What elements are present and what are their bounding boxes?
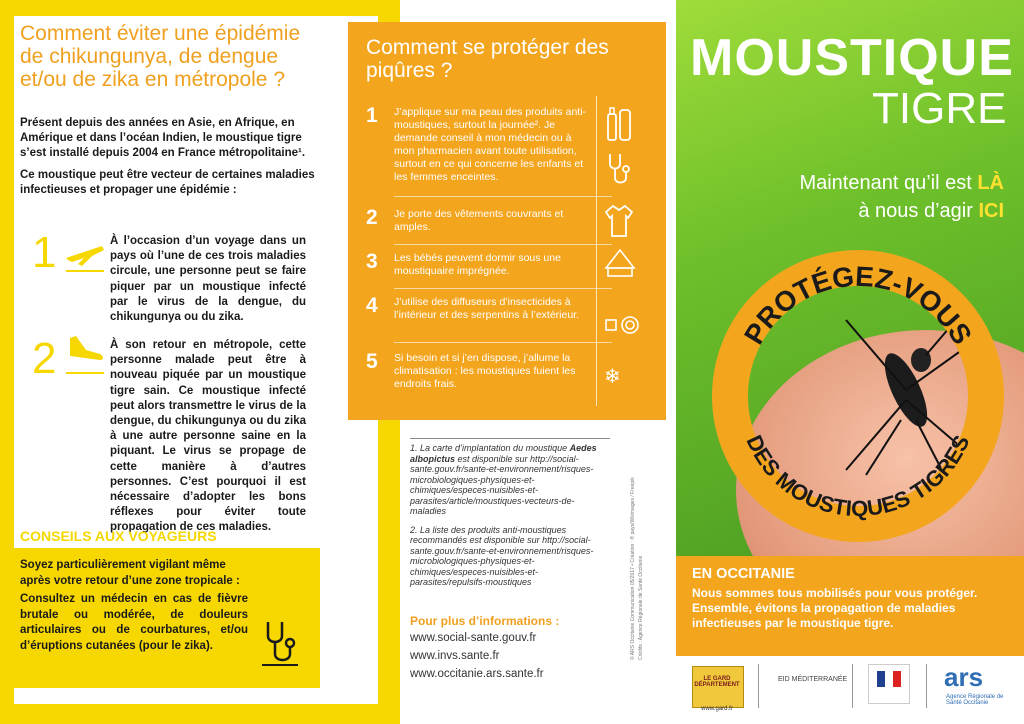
tip-divider [394,196,612,197]
link-social-sante[interactable]: www.social-sante.gouv.fr [410,632,537,644]
stethoscope-icon [260,618,300,668]
yellow-frame-left [0,0,14,724]
panel1-intro2: Ce moustique peut être vecteur de certaines maladies infectieuses et propager une épidémie : [20,169,315,196]
tip-item [366,206,666,246]
region-title: EN OCCITANIE [692,566,795,582]
protect-badge [708,246,1008,546]
tip-number: 2 [366,206,378,229]
gard-logo-text: LE GARD DÉPARTEMENT [694,676,740,688]
footnote-1: 1. La carte d’implantation du moustique Aedes albopictus est disponible sur http://social-sante.gouv.fr/sante-et-environnement/risques-microbiologiques-physiques-et-chimiques/especes-nuisibles-et-parasites/article/moustiques-vecteurs-de-maladies [410,443,597,516]
tip-divider [394,288,612,289]
link-invs[interactable]: www.invs.sante.fr [410,650,500,662]
conseils-text2: Consultez un médecin en cas de fièvre brutale ou modérée, de douleurs articulaires ou de courbatures, et/ou d’éruptions cutanées (pour le zika). [20,593,248,652]
snowflake-icon: ❄ [604,366,621,388]
tip-item [366,294,666,340]
conseils-title: CONSEILS AUX VOYAGEURS [20,528,217,544]
tip-text: Je porte des vêtements couvrants et amples. [394,208,564,233]
yellow-frame-top [0,0,400,16]
yellow-frame-bottom [0,704,400,724]
credits-text: Crédits : Agence Régionale de Santé Occitanie [638,555,644,660]
cover-title: MOUSTIQUE [690,29,1014,87]
footnote-2: 2. La liste des produits anti-moustiques recommandés est disponible sur http://social-sante.gouv.fr/sante-et-environnement/risques-microbiologiques-physiques-et-chimiques/especes-nuisibles-et-parasites/repulsifs-moustiques [410,524,594,587]
tip-text: Les bébés peuvent dormir sous une moustiquaire imprégnée. [394,252,561,277]
mosquito-net-icon [604,248,636,280]
spray-icon [604,104,634,144]
tip-text: J’applique sur ma peau des produits anti-moustiques, surtout la journée². Je demande conseil à mon médecin ou à mon pharmacien avant toute utilisation, surtout en ce qui concerne les enfants et les femmes enceintes. [394,106,587,183]
plane-takeoff-icon [62,228,108,274]
step-text: À l’occasion d’un voyage dans un pays où l’une de ces trois maladies circule, une personne peut se faire piquer par un moustique infecté par le virus de la dengue, du chikungunya ou du zika. [110,235,306,324]
region-text: Nous sommes tous mobilisés pour vous protéger. Ensemble, évitons la propagation de maladies infectieuses par le moustique tigre. [692,586,978,630]
ars-logo-text: Agence Régionale de Santé Occitanie [946,694,1004,706]
tip-number: 4 [366,294,378,317]
plane-landing-icon [62,330,108,380]
tip-text: Si besoin et si j’en dispose, j’allume la climatisation : les moustiques fuient les endroits frais. [394,352,576,390]
ars-logo: ars [944,662,984,692]
step-number: 2 [32,334,57,383]
link-ars-occitanie[interactable]: www.occitanie.ars.sante.fr [410,668,544,680]
tip-divider [394,342,612,343]
gard-logo-url: www.gard.fr [701,706,733,712]
conseils-text: Soyez particulièrement vigilant même après votre retour d’une zone tropicale : [20,559,240,587]
badge-bottom-text: DES MOUSTIQUES TIGRES [741,431,975,522]
step-number: 1 [32,228,57,277]
tip-number: 1 [366,104,378,127]
logo-divider [926,664,927,708]
panel1-title: Comment éviter une épidémie de chikungunya, de dengue et/ou de zika en métropole ? [20,22,301,91]
tip-item [366,350,666,396]
panel1-intro: Présent depuis des années en Asie, en Afrique, en Amérique et dans l’océan Indien, le moustique tigre s’est installé depuis 2004 en France métropolitaine¹. [20,117,306,159]
cover-title-2: TIGRE [872,84,1007,133]
footnotes [410,438,610,596]
tip-text: J’utilise des diffuseurs d’insecticides à l’intérieur et des serpentins à l’extérieur. [394,296,580,321]
cover-subtitle-1: Maintenant qu’il est LÀ [799,172,1004,194]
tip-number: 5 [366,350,378,373]
tip-number: 3 [366,250,378,273]
cover-subtitle-2: à nous d’agir ICI [858,200,1004,222]
credits-text: © ARS Occitanie Communication 05/2017 • Création : ® pays/Wikimages / Freepik [630,477,636,660]
panel2-title: Comment se protéger des piqûres ? [366,36,609,82]
more-info-title: Pour plus d’informations : [410,614,560,628]
step-text: À son retour en métropole, cette personne malade peut être à nouveau piquée par un moustique tigre sain. Ce moustique infecté peut alors transmettre le virus de la dengue, du chikungunya ou du zika à une autre personne saine en la piquant. Le virus se propage de cette manière à d’autres personnes. C’est pourquoi il est nécessaire d’adopter les bons réflexes pour éviter toute propagation de ces maladies. [110,339,306,534]
plug-diffuser-icon [604,314,640,336]
logo-divider [758,664,759,708]
stethoscope-icon [604,152,634,188]
shirt-icon [604,204,634,238]
eid-logo: EID MÉDITERRANÉE [778,676,848,683]
tip-divider [394,244,612,245]
badge-top-text: PROTÉGEZ-VOUS [738,260,978,350]
tip-item [366,104,666,194]
tip-item [366,250,666,290]
footnote-divider [410,438,610,439]
republique-francaise-logo [868,664,910,704]
logo-divider [852,664,853,708]
